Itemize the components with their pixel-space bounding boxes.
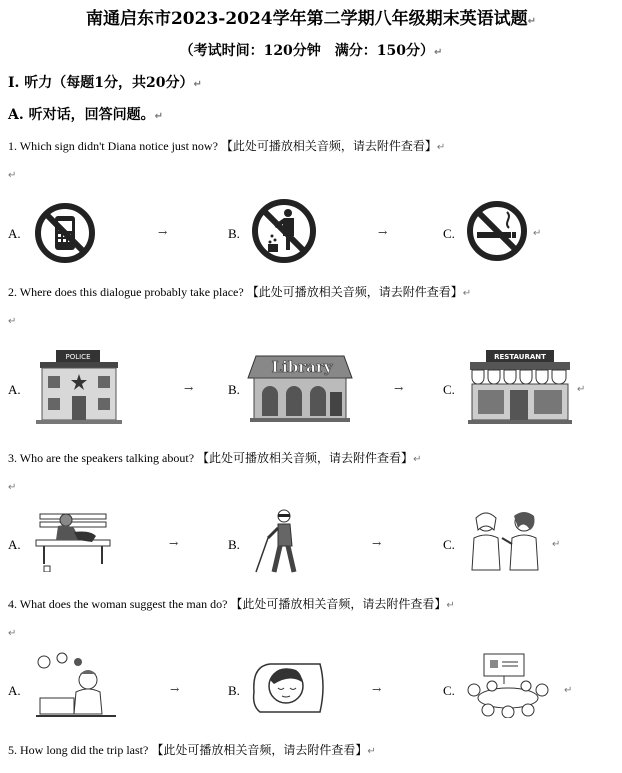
boy-sleeping-icon — [250, 656, 326, 718]
library-icon — [246, 350, 354, 422]
paragraph-mark: ↵ — [533, 228, 542, 239]
paragraph-mark: ↵ — [564, 685, 573, 696]
exam-info: （考试时间：120分钟 满分：150分）↵ — [179, 43, 443, 59]
option-c[interactable]: C. — [443, 382, 455, 397]
section-heading: I. 听力（每题1分，共20分）↵ — [8, 75, 202, 91]
paragraph-mark: ↵ — [577, 384, 586, 395]
option-a[interactable]: A. — [8, 382, 21, 397]
option-b[interactable]: B. — [228, 537, 240, 552]
option-b[interactable]: B. — [228, 683, 240, 698]
audio-note[interactable]: 【此处可播放相关音频，请去附件查看】 — [220, 139, 437, 153]
two-women-talking-icon — [464, 508, 548, 574]
paragraph-mark: ↵ — [8, 482, 17, 493]
page-title: 南通启东市2023-2024学年第二学期八年级期末英语试题↵ — [85, 9, 537, 29]
tab-arrow: → — [372, 537, 382, 550]
audio-note[interactable]: 【此处可播放相关音频，请去附件查看】 — [151, 743, 368, 757]
audio-note[interactable]: 【此处可播放相关音频，请去附件查看】 — [230, 597, 447, 611]
library-label: Library — [271, 358, 333, 376]
question-3: 3. Who are the speakers talking about? 【此处可播放相关音频，请去附件查看】↵ — [8, 451, 422, 465]
no-smoking-sign-icon — [465, 200, 529, 262]
option-b[interactable]: B. — [228, 226, 240, 241]
paragraph-mark: ↵ — [8, 170, 17, 181]
question-5: 5. How long did the trip last? 【此处可播放相关音频，请去附件查看】↵ — [8, 743, 376, 757]
tab-arrow: → — [170, 683, 180, 696]
tab-arrow: → — [372, 683, 382, 696]
paragraph-mark: ↵ — [8, 316, 17, 327]
paragraph-mark: ↵ — [552, 539, 561, 550]
meeting-icon — [464, 652, 554, 718]
question-4: 4. What does the woman suggest the man do? 【此处可播放相关音频，请去附件查看】↵ — [8, 597, 455, 611]
tab-arrow: → — [158, 226, 168, 239]
paragraph-mark: ↵ — [8, 628, 17, 639]
option-c[interactable]: C. — [443, 683, 455, 698]
option-a[interactable]: A. — [8, 537, 21, 552]
restaurant-label: RESTAURANT — [494, 353, 546, 361]
option-a[interactable]: A. — [8, 683, 21, 698]
restaurant-icon — [468, 348, 572, 424]
part-a-heading: A. 听对话，回答问题。↵ — [8, 107, 164, 123]
option-c[interactable]: C. — [443, 226, 455, 241]
question-2: 2. Where does this dialogue probably take place? 【此处可播放相关音频，请去附件查看】↵ — [8, 285, 472, 299]
question-1: 1. Which sign didn't Diana notice just now? 【此处可播放相关音频，请去附件查看】↵ — [8, 139, 446, 153]
no-phone-sign-icon — [32, 202, 98, 264]
tab-arrow: → — [184, 382, 194, 395]
tab-arrow: → — [378, 226, 388, 239]
no-littering-sign-icon — [250, 198, 318, 264]
audio-note[interactable]: 【此处可播放相关音频，请去附件查看】 — [246, 285, 463, 299]
police-label: POLICE — [65, 353, 91, 361]
student-studying-icon — [36, 652, 116, 722]
blind-man-icon — [250, 508, 306, 576]
person-on-bench-icon — [34, 508, 112, 572]
tab-arrow: → — [169, 537, 179, 550]
audio-note[interactable]: 【此处可播放相关音频，请去附件查看】 — [197, 451, 414, 465]
option-b[interactable]: B. — [228, 382, 240, 397]
option-a[interactable]: A. — [8, 226, 21, 241]
tab-arrow: → — [394, 382, 404, 395]
option-c[interactable]: C. — [443, 537, 455, 552]
police-station-icon — [36, 348, 122, 424]
